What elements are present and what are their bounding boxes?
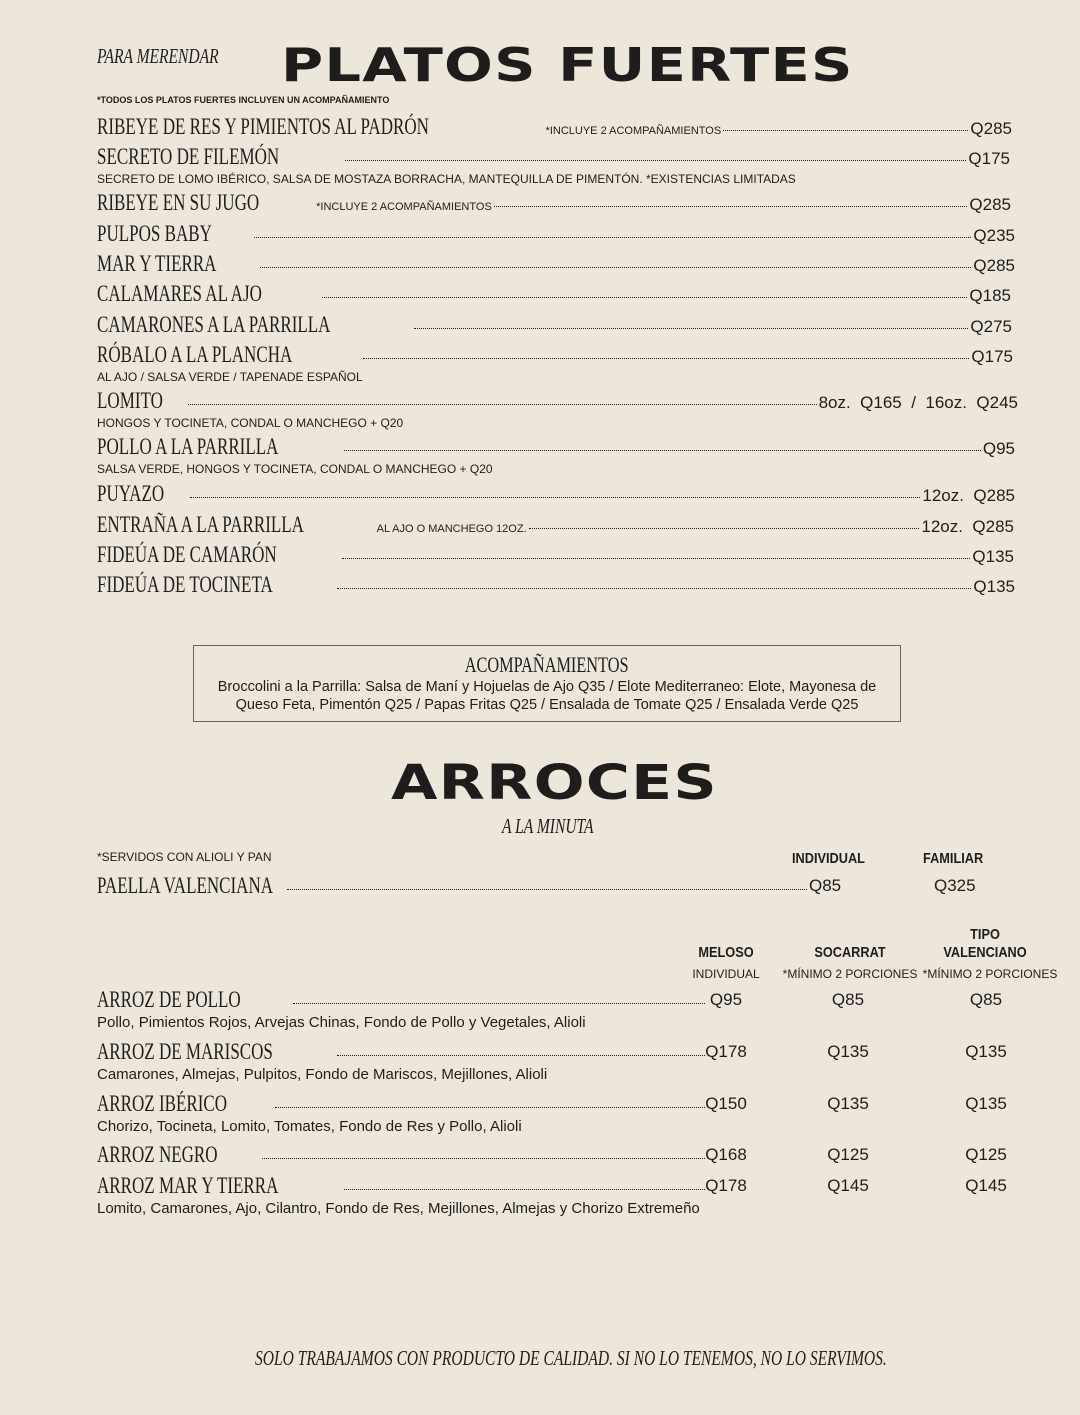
arroz-price-valenciano: Q135 [965, 1094, 1007, 1113]
paella-row [97, 873, 809, 899]
arroz-row [97, 1142, 707, 1168]
arroz-name: ARROZ IBÉRICO [97, 1091, 228, 1116]
plato-name: RIBEYE DE RES Y PIMIENTOS AL PADRÓN [97, 114, 429, 139]
plato-name: MAR Y TIERRA [97, 251, 217, 276]
plato-row [97, 114, 1012, 140]
plato-row [97, 281, 1011, 307]
plato-price: Q285 [969, 195, 1011, 214]
arroz-price-valenciano: Q125 [965, 1145, 1007, 1164]
col-individual: INDIVIDUAL [792, 850, 865, 867]
arroz-desc: Camarones, Almejas, Pulpitos, Fondo de Mariscos, Mejillones, Alioli [97, 1066, 548, 1083]
plato-row [97, 572, 1015, 598]
plato-row [97, 512, 1014, 538]
arroz-price-socarrat: Q135 [827, 1094, 869, 1113]
footer-tagline: SOLO TRABAJAMOS CON PRODUCTO DE CALIDAD. SI NO LO TENEMOS, NO LO SERVIMOS. [255, 1346, 887, 1370]
paella-price-familiar: Q325 [934, 876, 976, 895]
col-meloso-sub: INDIVIDUAL [692, 967, 760, 981]
dot-leader [322, 297, 968, 298]
arroz-desc: Chorizo, Tocineta, Lomito, Tomates, Fondo de Res y Pollo, Alioli [97, 1118, 522, 1135]
arroz-price-meloso: Q168 [705, 1145, 747, 1164]
arroz-price-meloso: Q178 [705, 1042, 747, 1061]
plato-name: FIDEÚA DE TOCINETA [97, 572, 273, 597]
dot-leader [529, 528, 920, 529]
plato-name: RIBEYE EN SU JUGO [97, 190, 260, 215]
dot-leader [345, 160, 966, 161]
arroz-desc: Lomito, Camarones, Ajo, Cilantro, Fondo de Res, Mejillones, Almejas y Chorizo Extremeño [97, 1200, 700, 1217]
plato-row [97, 342, 1013, 368]
plato-price: Q285 [973, 256, 1015, 275]
dot-leader [337, 1055, 705, 1056]
plato-desc: AL AJO / SALSA VERDE / TAPENADE ESPAÑOL [97, 370, 363, 384]
platos-note: *TODOS LOS PLATOS FUERTES INCLUYEN UN ACOMPAÑAMIENTO [97, 95, 390, 105]
plato-name: FIDEÚA DE CAMARÓN [97, 542, 277, 567]
plato-price: 8oz. Q165 / 16oz. Q245 [818, 393, 1018, 412]
dot-leader [723, 130, 968, 131]
arroz-row [97, 1091, 707, 1117]
plato-name: RÓBALO A LA PLANCHA [97, 342, 293, 367]
arroz-name: ARROZ MAR Y TIERRA [97, 1173, 279, 1198]
arroz-desc: Pollo, Pimientos Rojos, Arvejas Chinas, Fondo de Pollo y Vegetales, Alioli [97, 1014, 586, 1031]
arroces-subtitle: A LA MINUTA [502, 814, 594, 838]
plato-name: PULPOS BABY [97, 221, 212, 246]
col-familiar: FAMILIAR [923, 850, 984, 867]
plato-name: CAMARONES A LA PARRILLA [97, 312, 331, 337]
plato-row [97, 542, 1014, 568]
plato-price: Q95 [982, 439, 1015, 458]
col-tipo-valenciano: TIPO VALENCIANO [943, 926, 1027, 961]
plato-price: Q135 [973, 577, 1015, 596]
acompanamientos-line-1: Broccolini a la Parrilla: Salsa de Maní y Hojuelas de Ajo Q35 / Elote Mediterraneo: Elote, Mayonesa de [217, 679, 877, 695]
arroces-note: *SERVIDOS CON ALIOLI Y PAN [97, 850, 272, 864]
dot-leader [188, 404, 817, 405]
dot-leader [344, 450, 981, 451]
plato-note: *INCLUYE 2 ACOMPAÑAMIENTOS [545, 125, 722, 137]
acompanamientos-line-2: Queso Feta, Pimentón Q25 / Papas Fritas Q25 / Ensalada de Tomate Q25 / Ensalada Verde Q25 [235, 697, 859, 713]
plato-name: PUYAZO [97, 481, 165, 506]
arroz-row [97, 987, 707, 1013]
plato-desc: SALSA VERDE, HONGOS Y TOCINETA, CONDAL O MANCHEGO + Q20 [97, 462, 493, 476]
paella-price-individual: Q85 [809, 876, 842, 895]
plato-name: POLLO A LA PARRILLA [97, 434, 279, 459]
acompanamientos-title: ACOMPAÑAMIENTOS [465, 652, 629, 677]
dot-leader [494, 206, 968, 207]
dot-leader [262, 1158, 705, 1159]
dot-leader [344, 1189, 705, 1190]
dot-leader [293, 1003, 705, 1004]
acompanamientos-box [193, 645, 901, 722]
dot-leader [342, 558, 971, 559]
col-meloso: MELOSO [698, 944, 754, 961]
arroz-price-meloso: Q150 [705, 1094, 747, 1113]
plato-row [97, 251, 1015, 277]
plato-note: *INCLUYE 2 ACOMPAÑAMIENTOS [316, 201, 492, 213]
plato-row [97, 190, 1011, 216]
plato-price: Q285 [970, 119, 1012, 138]
arroz-price-valenciano: Q135 [965, 1042, 1007, 1061]
plato-row [97, 434, 1015, 460]
dot-leader [275, 1107, 705, 1108]
arroz-price-valenciano: Q85 [969, 990, 1003, 1009]
arroz-price-meloso: Q95 [709, 990, 743, 1009]
plato-price: Q175 [968, 149, 1010, 168]
col-socarrat-sub: *MÍNIMO 2 PORCIONES [782, 967, 918, 981]
plato-price: 12oz. Q285 [921, 517, 1014, 536]
plato-row [97, 388, 1018, 414]
plato-price: Q185 [969, 286, 1011, 305]
arroz-name: ARROZ NEGRO [97, 1142, 218, 1167]
arroz-row [97, 1173, 707, 1199]
arroz-price-meloso: Q178 [705, 1176, 747, 1195]
plato-row [97, 481, 1015, 507]
dot-leader [190, 497, 921, 498]
plato-price: 12oz. Q285 [922, 486, 1015, 505]
section-kicker: PARA MERENDAR [97, 44, 219, 68]
plato-name: CALAMARES AL AJO [97, 281, 262, 306]
dot-leader [254, 237, 971, 238]
plato-price: Q175 [971, 347, 1013, 366]
plato-price: Q135 [972, 547, 1014, 566]
section-title-arroces: ARROCES [391, 755, 718, 811]
paella-name: PAELLA VALENCIANA [97, 873, 274, 898]
plato-name: LOMITO [97, 388, 163, 413]
plato-row [97, 144, 1010, 170]
dot-leader [287, 889, 807, 890]
section-title-platos-fuertes: PLATOS FUERTES [281, 38, 854, 92]
plato-name: ENTRAÑA A LA PARRILLA [97, 512, 304, 537]
plato-price: Q235 [973, 226, 1015, 245]
plato-row [97, 312, 1012, 338]
plato-desc: SECRETO DE LOMO IBÉRICO, SALSA DE MOSTAZA BORRACHA, MANTEQUILLA DE PIMENTÓN. *EXISTENCIAS LIMITADAS [97, 172, 796, 186]
arroz-price-socarrat: Q145 [827, 1176, 869, 1195]
dot-leader [337, 588, 972, 589]
arroz-price-valenciano: Q145 [965, 1176, 1007, 1195]
dot-leader [260, 267, 971, 268]
arroz-name: ARROZ DE POLLO [97, 987, 241, 1012]
arroz-row [97, 1039, 707, 1065]
arroz-price-socarrat: Q135 [827, 1042, 869, 1061]
arroz-price-socarrat: Q85 [831, 990, 865, 1009]
col-socarrat: SOCARRAT [814, 944, 886, 961]
col-valenciano-sub: *MÍNIMO 2 PORCIONES [922, 967, 1058, 981]
arroz-price-socarrat: Q125 [827, 1145, 869, 1164]
dot-leader [363, 358, 970, 359]
plato-note: AL AJO O MANCHEGO 12OZ. [376, 523, 527, 535]
plato-row [97, 221, 1015, 247]
plato-desc: HONGOS Y TOCINETA, CONDAL O MANCHEGO + Q20 [97, 416, 404, 430]
arroz-name: ARROZ DE MARISCOS [97, 1039, 273, 1064]
dot-leader [414, 328, 968, 329]
plato-name: SECRETO DE FILEMÓN [97, 144, 280, 169]
plato-price: Q275 [970, 317, 1012, 336]
